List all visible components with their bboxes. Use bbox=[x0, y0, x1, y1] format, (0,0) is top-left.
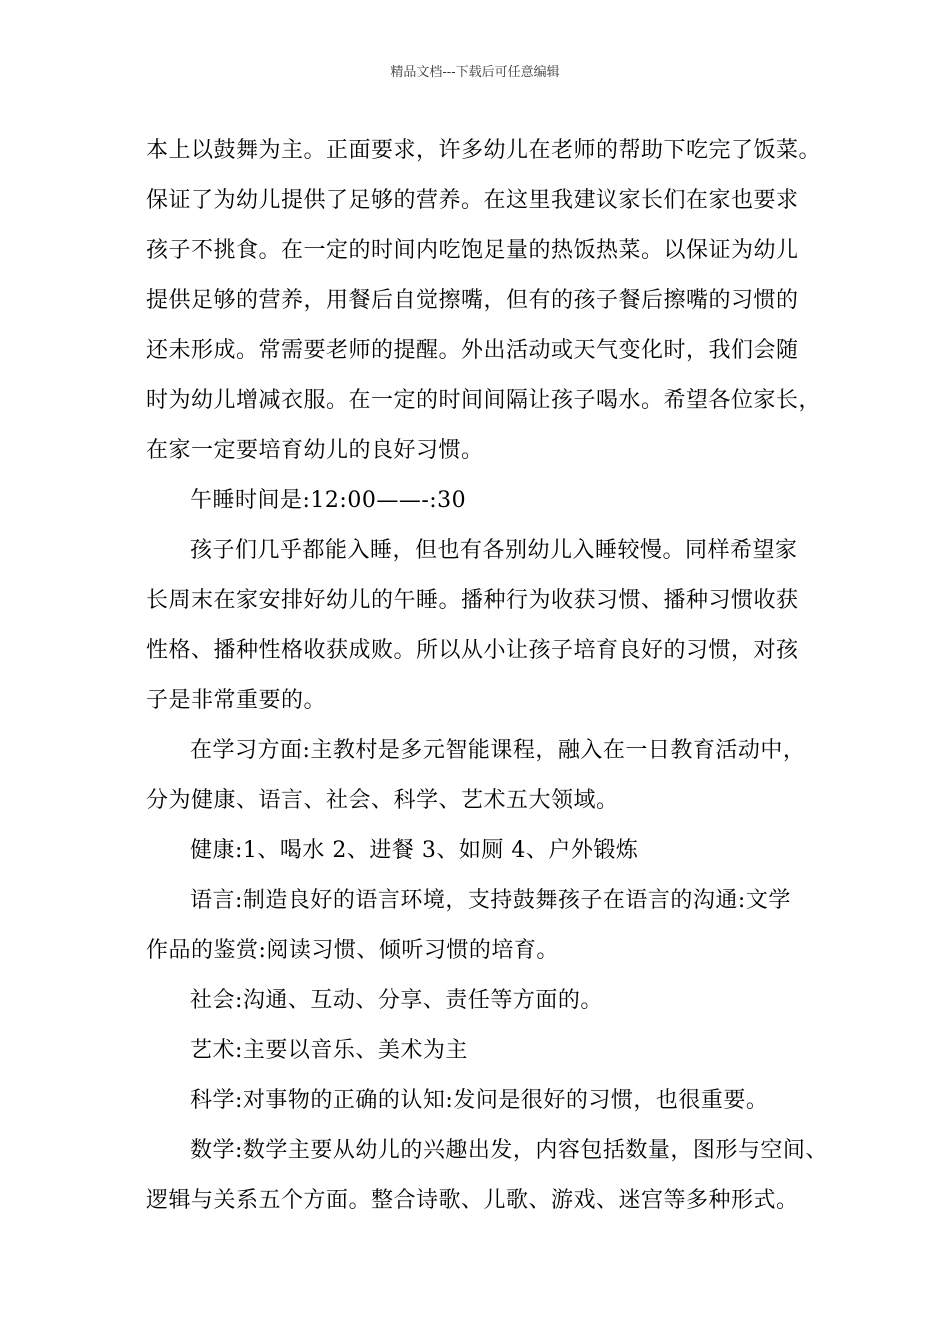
text-line: 孩子不挑食。在一定的时间内吃饱足量的热饭热菜。以保证为幼儿 bbox=[146, 238, 799, 263]
text-line: 孩子们几乎都能入睡，但也有各别幼儿入睡较慢。同样希望家 bbox=[190, 538, 798, 563]
text-line: 分为健康、语言、社会、科学、艺术五大领域。 bbox=[146, 788, 619, 813]
text-line: 保证了为幼儿提供了足够的营养。在这里我建议家长们在家也要求 bbox=[146, 188, 799, 213]
text-line: 还未形成。常需要老师的提醒。外出活动或天气变化时，我们会随 bbox=[146, 338, 799, 363]
text-line: 作品的鉴赏:阅读习惯、倾听习惯的培育。 bbox=[146, 938, 559, 963]
society-line: 社会:沟通、互动、分享、责任等方面的。 bbox=[190, 988, 603, 1013]
text-line: 性格、播种性格收获成败。所以从小让孩子培育良好的习惯，对孩 bbox=[146, 638, 799, 663]
text-line: 提供足够的营养，用餐后自觉擦嘴，但有的孩子餐后擦嘴的习惯的 bbox=[146, 288, 799, 313]
page-header: 精品文档---下载后可任意编辑 bbox=[390, 65, 560, 80]
math-line: 数学:数学主要从幼儿的兴趣出发，内容包括数量，图形与空间、 bbox=[190, 1138, 828, 1163]
text-line: 在家一定要培育幼儿的良好习惯。 bbox=[146, 438, 484, 463]
science-line: 科学:对事物的正确的认知:发问是很好的习惯，也很重要。 bbox=[190, 1088, 769, 1113]
text-line: 长周末在家安排好幼儿的午睡。播种行为收获习惯、播种习惯收获 bbox=[146, 588, 799, 613]
text-line: 在学习方面:主教村是多元智能课程，融入在一日教育活动中， bbox=[190, 738, 806, 763]
text-line: 本上以鼓舞为主。正面要求，许多幼儿在老师的帮助下吃完了饭菜。 bbox=[146, 138, 822, 163]
health-line: 健康:1、喝水 2、进餐 3、如厕 4、户外锻炼 bbox=[190, 838, 639, 863]
text-line: 逻辑与关系五个方面。整合诗歌、儿歌、游戏、迷宫等多种形式。 bbox=[146, 1188, 799, 1213]
nap-time-line: 午睡时间是:12:00——-:30 bbox=[190, 488, 467, 513]
art-line: 艺术:主要以音乐、美术为主 bbox=[190, 1038, 468, 1063]
text-line: 时为幼儿增减衣服。在一定的时间间隔让孩子喝水。希望各位家长， bbox=[146, 388, 822, 413]
language-line: 语言:制造良好的语言环境，支持鼓舞孩子在语言的沟通:文学 bbox=[190, 888, 791, 913]
text-line: 子是非常重要的。 bbox=[146, 688, 327, 713]
document-body bbox=[146, 126, 836, 1226]
